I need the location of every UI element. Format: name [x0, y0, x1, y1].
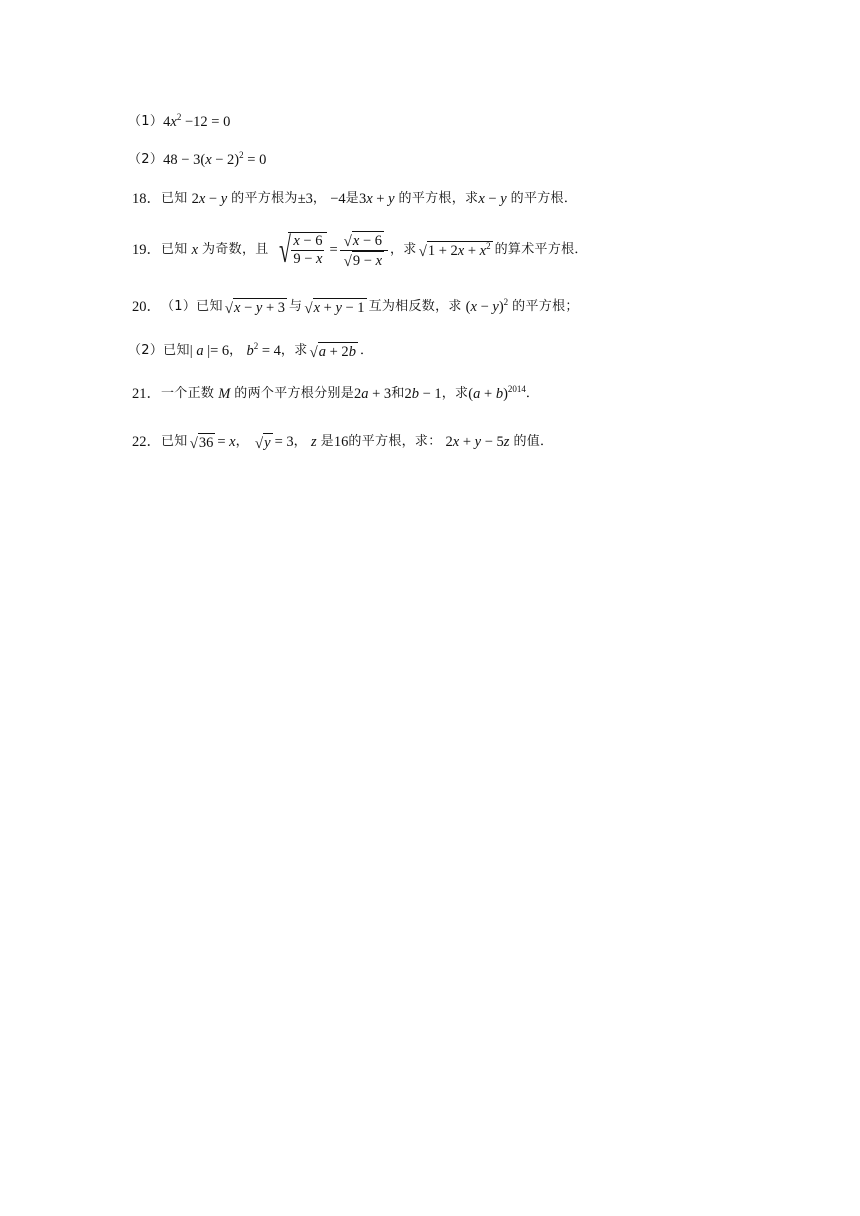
- sub-question-label: （1）: [128, 114, 164, 129]
- question-number: 21．: [132, 386, 161, 402]
- question-number: 18．: [132, 191, 161, 207]
- question-number: 20．: [132, 299, 161, 315]
- question-22: 22． 已知 √ 36 = x ， √ y = 3 ， z 是 16 的平方根，求： 2x + y − 5z 的值．: [132, 434, 554, 452]
- question-19: 19． 已知 x 为奇数，且 √ $\frac{x - 6}{9 - x}$ = √ x − 6 √ 9 − x ，求 √ $1 + 2x + x^2$ 的算术平方根．: [132, 230, 588, 270]
- sub-question-2: [128, 150, 266, 170]
- question-number: 22．: [132, 434, 161, 450]
- question-number: 19．: [132, 242, 161, 258]
- sub-question-1: [128, 112, 230, 132]
- fraction-radical: √ $\frac{x - 6}{9 - x}$: [275, 232, 328, 268]
- sub-question-label: （2）: [128, 343, 164, 358]
- equation-1: $4x^2 -12 = 0$: [163, 112, 231, 130]
- equation-2: $48 - 3(x - 2)^2 = 0$: [163, 150, 267, 168]
- radical-fraction: √ x − 6 √ 9 − x: [340, 231, 388, 270]
- question-18: 18． 已知 2x − y 的平方根为 ±3 ， −4 是 3x + y 的平方根，求 x − y 的平方根．: [132, 191, 578, 207]
- question-20-part-2: （2） 已知 | a |= 6 ， $b^2 = 4$ ，求 √ a + 2b ．: [128, 341, 374, 361]
- question-20: 20． （1）已知 √ x − y + 3 与 √ x + y − 1 互为相反数，求 $(x - y)^2$ 的平方根；: [132, 297, 579, 317]
- sub-question-label: （2）: [128, 152, 164, 167]
- question-21: 21． 一个正数 M 的两个平方根分别是 2a + 3 和 2b − 1 ，求 $(a + b)^{2014}$ ．: [132, 384, 540, 402]
